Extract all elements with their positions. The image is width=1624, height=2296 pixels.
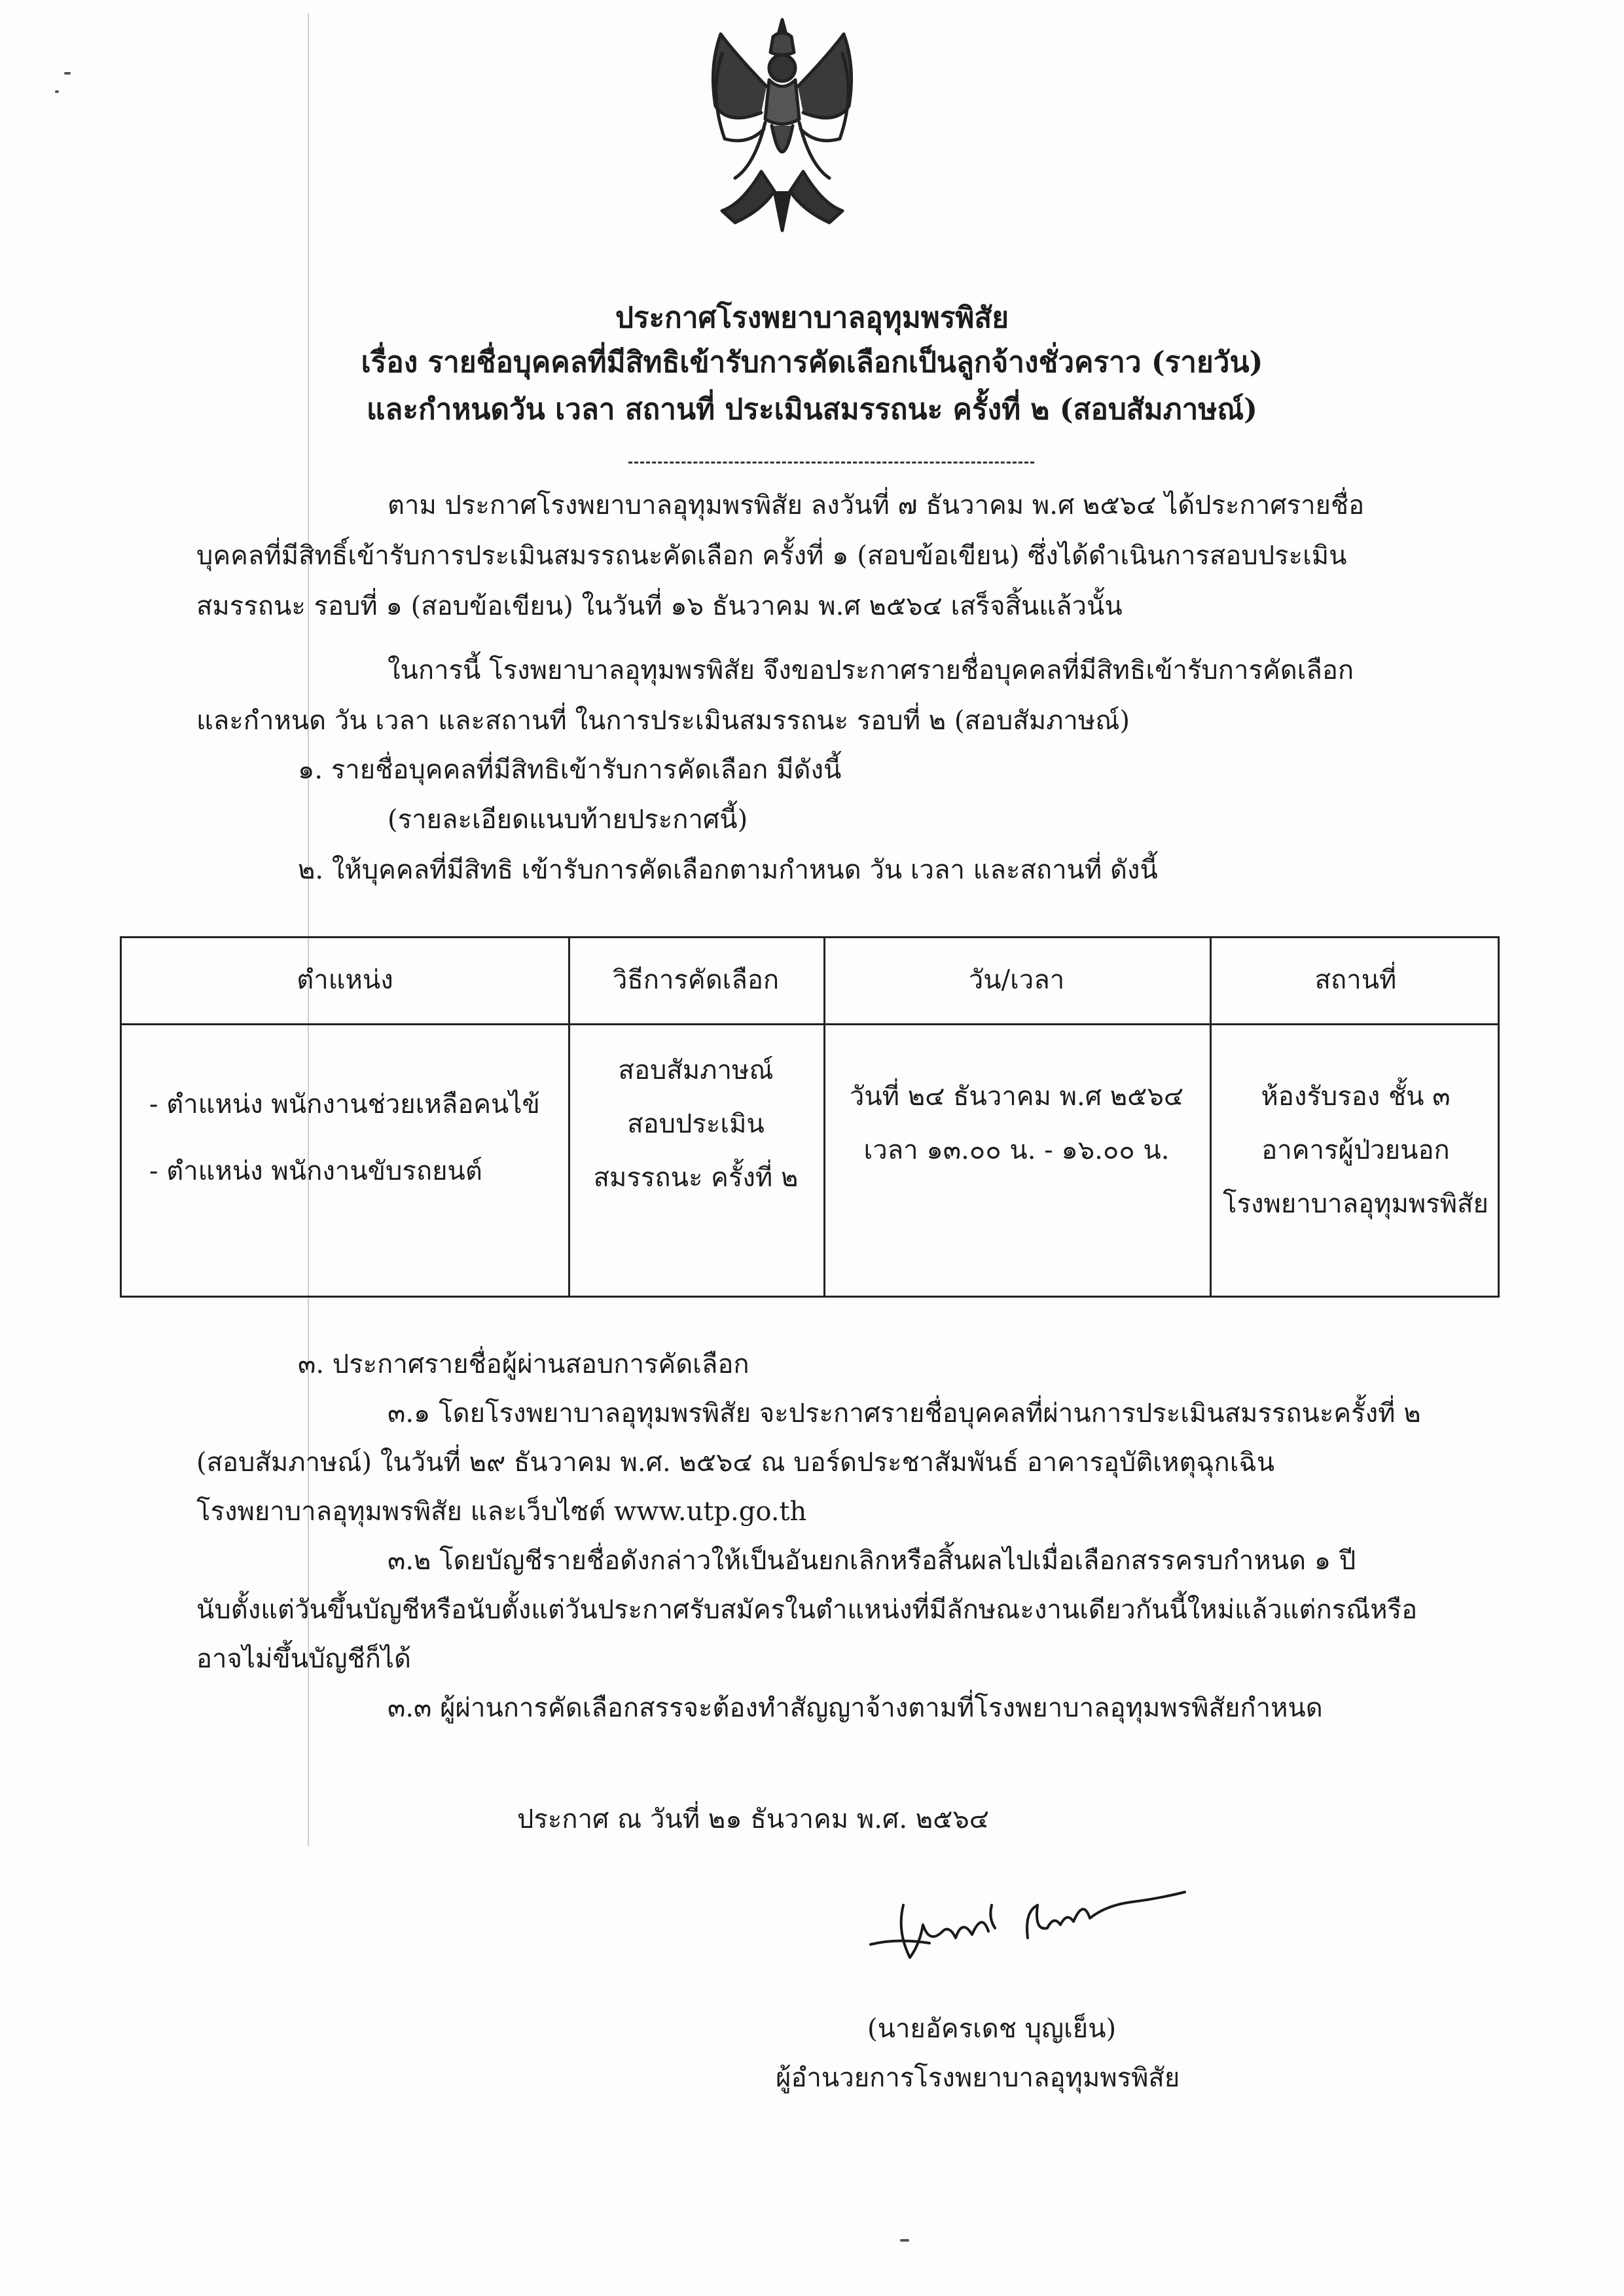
section-3-heading: ๓. ประกาศรายชื่อผู้ผ่านสอบการคัดเลือก [298, 1349, 749, 1379]
scan-margin-line [308, 13, 309, 1846]
scan-speck [64, 72, 71, 75]
section-3-1-line-3: โรงพยาบาลอุทุมพรพิสัย และเว็บไซต์ www.utp.go.th [196, 1497, 807, 1527]
table-date: วันที่ ๒๔ ธันวาคม พ.ศ ๒๕๖๔ [849, 1082, 1184, 1112]
table-position-1: - ตำแหน่ง พนักงานช่วยเหลือคนไข้ [149, 1089, 540, 1120]
table-venue-line-1: ห้องรับรอง ชั้น ๓ [1261, 1082, 1451, 1112]
signer-title: ผู้อำนวยการโรงพยาบาลอุทุมพรพิสัย [776, 2063, 1180, 2093]
signer-name: (นายอัครเดช บุญเย็น) [867, 2014, 1117, 2044]
para2-line-2: และกำหนด วัน เวลา และสถานที่ ในการประเมินสมรรถนะ รอบที่ ๒ (สอบสัมภาษณ์) [196, 706, 1130, 736]
section-3-2-line-3: อาจไม่ขึ้นบัญชีก็ได้ [196, 1644, 412, 1674]
scan-speck [55, 90, 59, 93]
para1-line-3: สมรรถนะ รอบที่ ๑ (สอบข้อเขียน) ในวันที่ ๑๖ ธันวาคม พ.ศ ๒๕๖๔ เสร็จสิ้นแล้วนั้น [196, 591, 1123, 621]
garuda-emblem-icon [696, 14, 869, 237]
announcer-title: ประกาศโรงพยาบาลอุทุมพรพิสัย [615, 301, 1009, 335]
section-3-3: ๓.๓ ผู้ผ่านการคัดเลือกสรรจะต้องทำสัญญาจ้างตามที่โรงพยาบาลอุทุมพรพิสัยกำหนด [388, 1693, 1323, 1723]
subject-line-2: และกำหนดวัน เวลา สถานที่ ประเมินสมรรถนะ ครั้งที่ ๒ (สอบสัมภาษณ์) [367, 393, 1257, 426]
table-method-line-1: สอบสัมภาษณ์ [618, 1055, 774, 1085]
table-time: เวลา ๑๓.๐๐ น. - ๑๖.๐๐ น. [863, 1135, 1170, 1165]
section-3-2-line-1: ๓.๒ โดยบัญชีรายชื่อดังกล่าวให้เป็นอันยกเลิกหรือสิ้นผลไปเมื่อเลือกสรรครบกำหนด ๑ ปี [388, 1546, 1356, 1576]
item-2: ๒. ให้บุคคลที่มีสิทธิ เข้ารับการคัดเลือกตามกำหนด วัน เวลา และสถานที่ ดังนี้ [298, 855, 1158, 885]
schedule-table [120, 936, 1500, 1298]
handwritten-signature-icon [857, 1866, 1198, 1971]
table-method-line-3: สมรรถนะ ครั้งที่ ๒ [593, 1163, 799, 1193]
table-venue-line-3: โรงพยาบาลอุทุมพรพิสัย [1223, 1189, 1489, 1219]
table-header-datetime: วัน/เวลา [968, 965, 1065, 995]
table-header-divider [122, 1023, 1498, 1025]
item-1: ๑. รายชื่อบุคคลที่มีสิทธิเข้ารับการคัดเลือก มีดังนี้ [298, 755, 842, 785]
scan-speck [900, 2239, 909, 2242]
announced-date: ประกาศ ณ วันที่ ๒๑ ธันวาคม พ.ศ. ๒๕๖๔ [517, 1804, 990, 1834]
table-header-method: วิธีการคัดเลือก [612, 965, 780, 995]
section-3-2-line-2: นับตั้งแต่วันขึ้นบัญชีหรือนับตั้งแต่วันประกาศรับสมัครในตำแหน่งที่มีลักษณะงานเดียวกันนี้ใหม่แล้วแต่กรณีหรือ [196, 1595, 1418, 1625]
para2-line-1: ในการนี้ โรงพยาบาลอุทุมพรพิสัย จึงขอประกาศรายชื่อบุคคลที่มีสิทธิเข้ารับการคัดเลือก [388, 655, 1354, 685]
section-3-1-line-2: (สอบสัมภาษณ์) ในวันที่ ๒๙ ธันวาคม พ.ศ. ๒๕๖๔ ณ บอร์ดประชาสัมพันธ์ อาคารอุบัติเหตุฉุกเฉิน [196, 1448, 1275, 1478]
table-venue-line-2: อาคารผู้ป่วยนอก [1261, 1135, 1450, 1165]
subject-line-1: เรื่อง รายชื่อบุคคลที่มีสิทธิเข้ารับการคัดเลือกเป็นลูกจ้างชั่วคราว (รายวัน) [361, 346, 1263, 379]
para1-line-1: ตาม ประกาศโรงพยาบาลอุทุมพรพิสัย ลงวันที่ ๗ ธันวาคม พ.ศ ๒๕๖๔ ได้ประกาศรายชื่อ [388, 490, 1365, 520]
item-1-note: (รายละเอียดแนบท้ายประกาศนี้) [388, 805, 748, 835]
table-header-venue: สถานที่ [1314, 965, 1397, 995]
header-divider [628, 462, 1034, 464]
para1-line-2: บุคคลที่มีสิทธิ์เข้ารับการประเมินสมรรถนะคัดเลือก ครั้งที่ ๑ (สอบข้อเขียน) ซึ่งได้ดำเนินการสอบประเมิน [196, 541, 1347, 571]
section-3-1-line-1: ๓.๑ โดยโรงพยาบาลอุทุมพรพิสัย จะประกาศรายชื่อบุคคลที่ผ่านการประเมินสมรรถนะครั้งที่ ๒ [388, 1398, 1421, 1429]
table-position-2: - ตำแหน่ง พนักงานขับรถยนต์ [149, 1156, 482, 1186]
table-method-line-2: สอบประเมิน [627, 1109, 765, 1139]
table-header-position: ตำแหน่ง [297, 965, 393, 995]
